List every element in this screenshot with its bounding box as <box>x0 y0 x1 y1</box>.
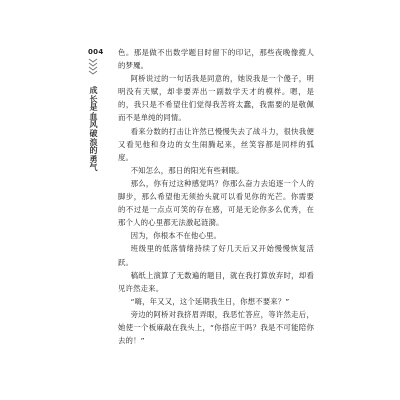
body-text <box>118 46 314 347</box>
paragraph: 色。那是做不出数学题目时留下的印记，那些夜晚像揽人的梦魇。 <box>118 48 314 71</box>
paragraph: 看来分数的打击让许然已慢慢失去了战斗力，很快我便又看见他和身边的女生闹腾起来，丝笑容都是同样的弧度。 <box>118 126 314 162</box>
paragraph: “嗨，年又又，这个延期我生日，你想不要来？” <box>130 296 290 306</box>
paragraph: 因为，你根本不在他心里。 <box>130 231 222 241</box>
chevron-ornament-icon <box>88 58 98 76</box>
page-number: 004 <box>88 48 104 56</box>
paragraph: 阿桥说过的一句话我是同意的，她说我是一个傻子，明明没有天赋，却非要弄出一副数学天才的模样。嗯，是的，我只是不希望住们觉得我苦将太蠢，我需要的是敬佩而不是单纯的同情。 <box>118 74 314 123</box>
paragraph: 不知怎么，那日的阳光有些刺眼。 <box>130 165 244 175</box>
paragraph: 稿纸上演算了无数遍的题目，就在我打算放弃时，却看见许然走来。 <box>118 270 314 293</box>
running-head: 成长是血风破浪的勇气 <box>89 85 98 173</box>
paragraph: 班级里的低落情绪持续了好几天后又开始慢慢恢复活跃。 <box>118 244 314 267</box>
paragraph: 旁边的阿桥对我挤眉弄眼，我恶忙答应，等许然走后，她使一个板麻敲在我头上，“你搭应干吗？我是不可能陪你去的！” <box>118 309 314 346</box>
paragraph: 那么，你有过这种感觉吗？你那么奋力去追逐一个人的脚步，那么希望他无须抬头就可以看见你的光芒。你需要的不过是一点点可笑的存在感，可是无论你多么优秀，在那个人的心里都无法激起涟漪。 <box>118 178 314 228</box>
